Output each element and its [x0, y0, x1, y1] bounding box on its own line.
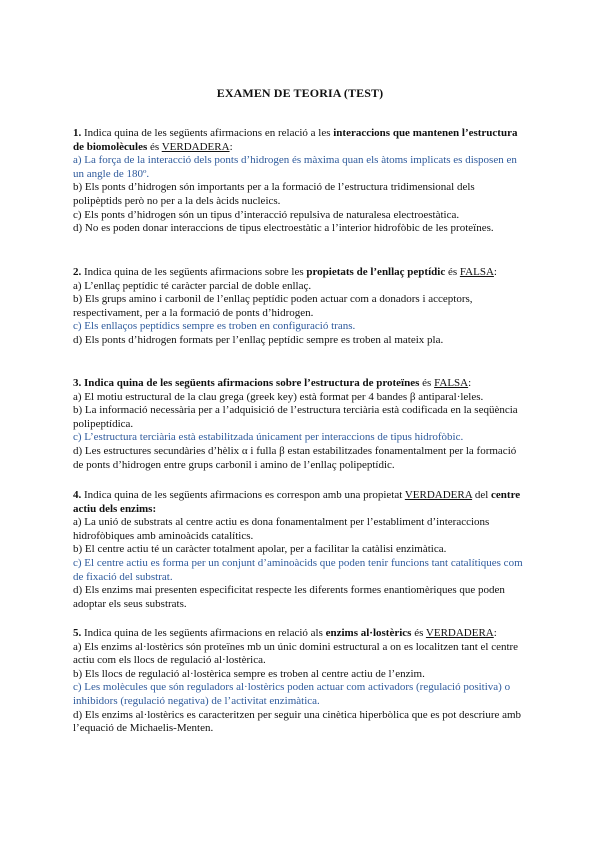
question-3 — [73, 377, 525, 472]
question-2 — [73, 266, 525, 348]
question-prompt: 3. Indica quina de les següents afirmacions sobre l’estructura de proteïnes és FALSA: — [73, 377, 472, 389]
answer-option: d) No es poden donar interaccions de tipus electroestàtic a l’interior hidrofòbic de les proteïnes. — [73, 222, 494, 235]
answer-option-correct: c) Les molècules que són reguladors al·lostèrics poden actuar com activadors (regulació positiva) o inhibidors (regulació negativa) de l’activitat enzimàtica. — [73, 681, 511, 707]
page-title: EXAMEN DE TEORIA (TEST) — [216, 86, 384, 100]
question-5 — [73, 627, 525, 736]
answer-option: d) Els enzims al·lostèrics es caracteritzen per seguir una cinètica hiperbòlica que es pot descriure amb l’equació de Michaelis-Menten. — [73, 708, 522, 735]
answer-option: a) L’enllaç peptídic té caràcter parcial de doble enllaç. — [73, 279, 312, 292]
answer-option-correct: c) L’estructura terciària està estabilitzada únicament per interaccions de tipus hidrofòbic. — [73, 431, 464, 444]
answer-option: b) La informació necessària per a l’adquisició de l’estructura terciària està codificada en la seqüència polipeptídica. — [73, 404, 518, 430]
question-1 — [73, 127, 525, 236]
question-prompt: 1. Indica quina de les següents afirmacions en relació a les interaccions que mantenen l’estructura de biomolècules és VERDADERA: — [73, 127, 518, 153]
answer-option: a) La unió de substrats al centre actiu es dona fonamentalment per l’establiment d’interaccions hidrofòbiques amb aminoàcids catalítics. — [73, 516, 490, 542]
question-4 — [73, 489, 525, 611]
answer-option: a) Els enzims al·lostèrics són proteïnes mb un únic domini estructural a on es localitzen tant el centre actiu com els llocs de regulació al·lostèrica. — [73, 640, 519, 667]
answer-option: d) Els ponts d’hidrogen formats per l’enllaç peptídic sempre es troben al mateix pla. — [73, 333, 444, 346]
answer-option: b) Els llocs de regulació al·lostèrica sempre es troben al centre actiu de l’enzim. — [73, 667, 425, 680]
question-prompt: 4. Indica quina de les següents afirmacions es correspon amb una propietat VERDADERA del centre actiu dels enzims: — [73, 489, 521, 515]
answer-option: a) El motiu estructural de la clau grega (greek key) està format per 4 bandes β antiparal·leles. — [73, 390, 484, 403]
answer-option: d) Les estructures secundàries d’hèlix α i fulla β estan estabilitzades fonamentalment per la formació de ponts d’hidrogen entre grups carbonil i amino de l’enllaç polipeptídic. — [73, 444, 517, 471]
answer-option: d) Els enzims mai presenten especificitat respecte les diferents formes enantiomèriques que poden adoptar els seus substrats. — [73, 584, 505, 610]
answer-option-correct: a) La força de la interacció dels ponts d’hidrogen és màxima quan els àtoms implicats es disposen en un angle de 180º. — [73, 154, 517, 180]
question-prompt: 2. Indica quina de les següents afirmacions sobre les propietats de l’enllaç peptídic és FALSA: — [73, 266, 497, 278]
answer-option-correct: c) El centre actiu es forma per un conjunt d’aminoàcids que poden tenir funcions tant catalítiques com de fixació del substrat. — [73, 556, 523, 583]
answer-option: b) El centre actiu té un caràcter totalment apolar, per a facilitar la catàlisi enzimàtica. — [73, 543, 447, 556]
answer-option: c) Els ponts d’hidrogen són un tipus d’interacció repulsiva de naturalesa electroestàtica. — [73, 208, 460, 221]
answer-option: b) Els grups amino i carbonil de l’enllaç peptídic poden actuar com a donadors i acceptors, respectivament, per a la formació de ponts d’hidrogen. — [73, 293, 473, 319]
answer-option: b) Els ponts d’hidrogen són importants per a la formació de l’estructura tridimensional dels polipèptids però no per a la dels àcids nucleics. — [73, 181, 475, 207]
answer-option-correct: c) Els enllaços peptídics sempre es troben en configuració trans. — [73, 320, 356, 333]
question-prompt: 5. Indica quina de les següents afirmacions en relació als enzims al·lostèrics és VERDADERA: — [73, 627, 497, 639]
